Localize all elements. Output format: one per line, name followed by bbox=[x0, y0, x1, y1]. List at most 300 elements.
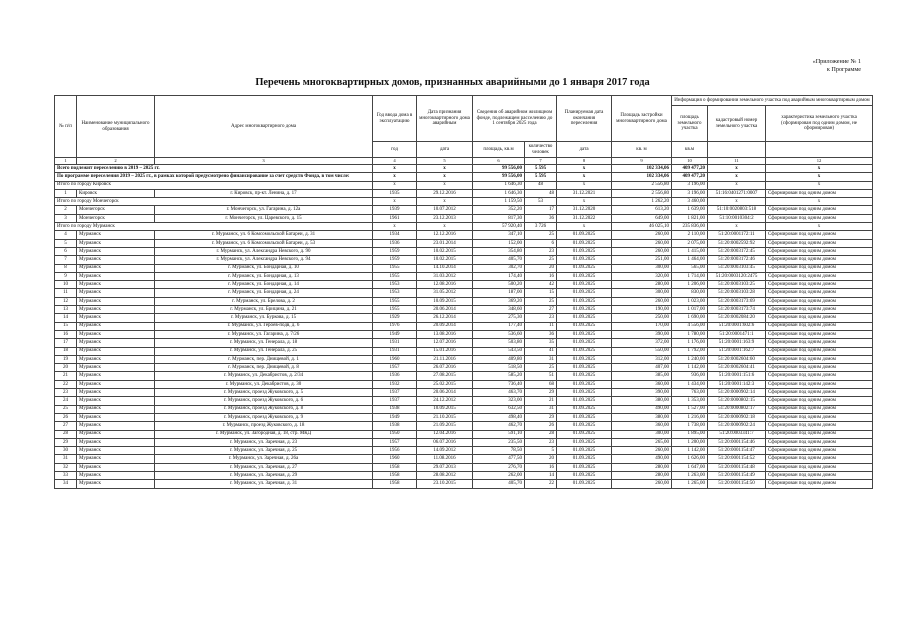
row-people: 31 bbox=[525, 355, 557, 363]
group-total-row-c8: x bbox=[557, 181, 612, 189]
row-date-recognized: 31.03.2012 bbox=[417, 272, 473, 280]
table-row bbox=[55, 189, 873, 197]
row-people: 29 bbox=[525, 413, 557, 421]
row-address: г. Мурманск, ул. Заречная, д. 25 bbox=[155, 447, 373, 455]
row-people: 22 bbox=[525, 480, 557, 488]
row-cadastral: 51:20:0001:151:6 bbox=[708, 372, 766, 380]
row-number: 26 bbox=[55, 413, 77, 421]
totals-row-c4: x bbox=[373, 165, 417, 173]
row-year-built: 1936 bbox=[373, 372, 417, 380]
row-building-area: 251,00 bbox=[612, 256, 672, 264]
row-planned-date: 01.09.2025 bbox=[557, 355, 612, 363]
row-land-char: Сформирован под одним домом bbox=[766, 471, 873, 479]
group-total-row bbox=[55, 223, 873, 231]
row-municipality: Мурманск bbox=[77, 347, 155, 355]
row-building-area: 265,00 bbox=[612, 438, 672, 446]
column-number: 8 bbox=[557, 158, 612, 165]
table-row bbox=[55, 380, 873, 388]
row-number: 7 bbox=[55, 256, 77, 264]
row-land-area: 1 200,00 bbox=[672, 438, 708, 446]
row-year-built: 1937 bbox=[373, 389, 417, 397]
row-number: 34 bbox=[55, 480, 77, 488]
row-building-area: 490,00 bbox=[612, 455, 672, 463]
row-people: 23 bbox=[525, 314, 557, 322]
row-people: 28 bbox=[525, 430, 557, 438]
row-year-built: 1955 bbox=[373, 306, 417, 314]
row-municipality: Мончегорск bbox=[77, 214, 155, 222]
row-building-area: 380,00 bbox=[612, 397, 672, 405]
group-total-row-c11: x bbox=[708, 181, 766, 189]
header-address: Адрес многоквартирного дома bbox=[155, 96, 373, 158]
group-total-row-c4: x bbox=[373, 181, 417, 189]
row-number: 12 bbox=[55, 297, 77, 305]
group-total-row-c5: x bbox=[417, 181, 473, 189]
row-municipality: Мурманск bbox=[77, 422, 155, 430]
row-number: 2 bbox=[55, 206, 77, 214]
row-building-area: 649,00 bbox=[612, 214, 672, 222]
row-date-recognized: 29.07.2013 bbox=[417, 463, 473, 471]
totals-row-c5: x bbox=[417, 165, 473, 173]
row-date-recognized: 21.10.2015 bbox=[417, 413, 473, 421]
table-row bbox=[55, 389, 873, 397]
unit-empty-1 bbox=[708, 142, 766, 158]
table-row bbox=[55, 297, 873, 305]
totals-row-c12: x bbox=[766, 173, 873, 181]
table-row bbox=[55, 289, 873, 297]
row-cadastral: 51:20:0003172:45 bbox=[708, 247, 766, 255]
totals-row-label: По программе переселения 2019 – 2025 гг., в рамках которой предусмотрено финансирование за счет средств Фонда, в том числе: bbox=[55, 173, 373, 181]
table-row bbox=[55, 247, 873, 255]
totals-row-c4: x bbox=[373, 173, 417, 181]
row-municipality: Мурманск bbox=[77, 306, 155, 314]
row-number: 30 bbox=[55, 447, 77, 455]
row-area: 152,00 bbox=[473, 239, 525, 247]
row-cadastral: 51:20:0001:142:3 bbox=[708, 380, 766, 388]
row-land-area: 1 792,00 bbox=[672, 347, 708, 355]
table-row bbox=[55, 422, 873, 430]
row-building-area: 260,00 bbox=[612, 297, 672, 305]
row-building-area: 280,00 bbox=[612, 471, 672, 479]
row-date-recognized: 11.08.2016 bbox=[417, 455, 473, 463]
row-year-built: 1958 bbox=[373, 471, 417, 479]
row-cadastral: 51:20:0000902:18 bbox=[708, 413, 766, 421]
column-number: 4 bbox=[373, 158, 417, 165]
row-number: 11 bbox=[55, 289, 77, 297]
group-total-row-c7: 53 bbox=[525, 198, 557, 206]
row-land-area: 1 216,00 bbox=[672, 413, 708, 421]
row-land-area: 2 075,00 bbox=[672, 239, 708, 247]
row-people: 26 bbox=[525, 422, 557, 430]
totals-row-c11: x bbox=[708, 165, 766, 173]
row-date-recognized: 31.05.2012 bbox=[417, 289, 473, 297]
row-address: г. Мурманск, ул. Гагарина, д. 7/26 bbox=[155, 330, 373, 338]
row-land-area: 1 142,00 bbox=[672, 364, 708, 372]
row-municipality: Мурманск bbox=[77, 264, 155, 272]
row-land-area: 1 626,00 bbox=[672, 455, 708, 463]
row-year-built: 1935 bbox=[373, 189, 417, 197]
row-year-built: 1960 bbox=[373, 355, 417, 363]
row-cadastral: 51:20:0002592:92 bbox=[708, 239, 766, 247]
table-row bbox=[55, 347, 873, 355]
row-land-char: Сформирован под одним домом bbox=[766, 455, 873, 463]
row-date-recognized: 14.10.2014 bbox=[417, 264, 473, 272]
row-planned-date: 31.12.2020 bbox=[557, 206, 612, 214]
row-number: 18 bbox=[55, 347, 77, 355]
row-area: 187,00 bbox=[473, 289, 525, 297]
row-address: г. Кировск, пр-кт. Ленина, д. 17 bbox=[155, 189, 373, 197]
row-planned-date: 01.09.2025 bbox=[557, 471, 612, 479]
unit-sqm-2: кв.м bbox=[672, 142, 708, 158]
row-people: 68 bbox=[525, 380, 557, 388]
row-area: 405,70 bbox=[473, 256, 525, 264]
row-people: 23 bbox=[525, 247, 557, 255]
row-planned-date: 01.09.2025 bbox=[557, 447, 612, 455]
header-year-built: Год ввода дома в эксплуатацию bbox=[373, 96, 417, 142]
unit-sqm: кв. м bbox=[612, 142, 672, 158]
group-total-row-c12: x bbox=[766, 223, 873, 231]
row-land-char: Сформирован под одним домом bbox=[766, 206, 873, 214]
totals-row-c8: x bbox=[557, 173, 612, 181]
column-numbers-row bbox=[55, 158, 873, 165]
row-building-area: 360,00 bbox=[612, 422, 672, 430]
row-date-recognized: 10.07.2012 bbox=[417, 206, 473, 214]
column-number: 5 bbox=[417, 158, 473, 165]
row-date-recognized: 10.09.2015 bbox=[417, 405, 473, 413]
group-total-row-c4: x bbox=[373, 223, 417, 231]
row-address: г. Мурманск, пер. Днищевой, д. 8 bbox=[155, 364, 373, 372]
header-planned-date: Планируемая дата окончания переселения bbox=[557, 96, 612, 142]
row-land-area: 1 647,00 bbox=[672, 463, 708, 471]
table-row bbox=[55, 413, 873, 421]
row-building-area: 490,00 bbox=[612, 405, 672, 413]
row-building-area: 300,00 bbox=[612, 430, 672, 438]
row-building-area: 260,00 bbox=[612, 239, 672, 247]
row-number: 24 bbox=[55, 397, 77, 405]
table-row bbox=[55, 264, 873, 272]
row-date-recognized: 28.08.2012 bbox=[417, 471, 473, 479]
row-planned-date: 01.09.2025 bbox=[557, 455, 612, 463]
row-year-built: 1959 bbox=[373, 247, 417, 255]
row-number: 10 bbox=[55, 281, 77, 289]
row-area: 369,20 bbox=[473, 297, 525, 305]
row-land-char: Сформирован под одним домом bbox=[766, 339, 873, 347]
row-area: 409,80 bbox=[473, 355, 525, 363]
row-building-area: 190,00 bbox=[612, 306, 672, 314]
table-row bbox=[55, 372, 873, 380]
row-year-built: 1934 bbox=[373, 231, 417, 239]
group-total-row bbox=[55, 198, 873, 206]
row-area: 235,50 bbox=[473, 438, 525, 446]
row-people: 15 bbox=[525, 289, 557, 297]
row-land-char: Сформирован под одним домом bbox=[766, 306, 873, 314]
table-row bbox=[55, 206, 873, 214]
row-cadastral: 51:10:0020803:518 bbox=[708, 206, 766, 214]
row-municipality: Мурманск bbox=[77, 231, 155, 239]
row-number: 15 bbox=[55, 322, 77, 330]
row-cadastral: 51:20:0003103:28 bbox=[708, 289, 766, 297]
row-number: 27 bbox=[55, 422, 77, 430]
table-row bbox=[55, 447, 873, 455]
group-total-row bbox=[55, 181, 873, 189]
row-planned-date: 01.09.2025 bbox=[557, 380, 612, 388]
row-date-recognized: 10.09.2015 bbox=[417, 297, 473, 305]
group-total-row-c6: 57 920,40 bbox=[473, 223, 525, 231]
row-date-recognized: 14.09.2012 bbox=[417, 447, 473, 455]
row-address: г. Мурманск, ул. Загородная, д. 18, стр. МКД bbox=[155, 430, 373, 438]
row-land-area: 1 017,00 bbox=[672, 306, 708, 314]
row-people: 48 bbox=[525, 189, 557, 197]
row-land-char: Сформирован под одним домом bbox=[766, 281, 873, 289]
totals-row-c5: x bbox=[417, 173, 473, 181]
row-year-built: 1957 bbox=[373, 438, 417, 446]
row-land-area: 1 240,00 bbox=[672, 355, 708, 363]
row-address: г. Мурманск, проезд Жуковского, д. 8 bbox=[155, 405, 373, 413]
table-row bbox=[55, 355, 873, 363]
row-land-char: Сформирован под одним домом bbox=[766, 347, 873, 355]
row-area: 78,50 bbox=[473, 447, 525, 455]
row-address: г. Мурманск, ул. Брицина, д. 21 bbox=[155, 306, 373, 314]
row-area: 276,70 bbox=[473, 463, 525, 471]
row-year-built: 1931 bbox=[373, 347, 417, 355]
row-building-area: 280,00 bbox=[612, 463, 672, 471]
row-people: 25 bbox=[525, 297, 557, 305]
row-cadastral: 51:20:0003120:2475 bbox=[708, 272, 766, 280]
row-municipality: Мурманск bbox=[77, 322, 155, 330]
row-number: 17 bbox=[55, 339, 77, 347]
row-planned-date: 01.09.2025 bbox=[557, 272, 612, 280]
row-area: 632,50 bbox=[473, 405, 525, 413]
group-total-row-c5: x bbox=[417, 198, 473, 206]
row-people: 6 bbox=[525, 239, 557, 247]
row-number: 22 bbox=[55, 380, 77, 388]
row-year-built: 1956 bbox=[373, 447, 417, 455]
row-land-area: 3 196,00 bbox=[672, 189, 708, 197]
row-municipality: Мурманск bbox=[77, 405, 155, 413]
row-address: г. Мурманск, проезд Жуковского, д. 5 bbox=[155, 389, 373, 397]
row-land-char: Сформирован под одним домом bbox=[766, 372, 873, 380]
table-row bbox=[55, 239, 873, 247]
group-total-row-c9: 2 556,80 bbox=[612, 181, 672, 189]
row-date-recognized: 12.12.2016 bbox=[417, 231, 473, 239]
unit-area: площадь, кв.м bbox=[473, 142, 525, 158]
row-planned-date: 01.09.2025 bbox=[557, 422, 612, 430]
row-building-area: 260,00 bbox=[612, 231, 672, 239]
row-land-char: Сформирован под одним домом bbox=[766, 322, 873, 330]
row-land-char: Сформирован под одним домом bbox=[766, 355, 873, 363]
row-planned-date: 01.09.2025 bbox=[557, 438, 612, 446]
row-building-area: 312,00 bbox=[612, 355, 672, 363]
row-year-built: 1960 bbox=[373, 455, 417, 463]
row-area: 536,60 bbox=[473, 330, 525, 338]
row-municipality: Мурманск bbox=[77, 463, 155, 471]
column-number: 9 bbox=[612, 158, 672, 165]
row-area: 262,00 bbox=[473, 471, 525, 479]
row-year-built: 1931 bbox=[373, 339, 417, 347]
group-total-row-c6: 1 646,30 bbox=[473, 181, 525, 189]
row-area: 518,50 bbox=[473, 364, 525, 372]
row-address: г. Мурманск, ул. Заречная, д. 26а bbox=[155, 455, 373, 463]
column-number: 7 bbox=[525, 158, 557, 165]
row-year-built: 1959 bbox=[373, 256, 417, 264]
row-planned-date: 01.09.2025 bbox=[557, 256, 612, 264]
row-date-recognized: 15.01.2016 bbox=[417, 347, 473, 355]
row-area: 462,70 bbox=[473, 422, 525, 430]
row-date-recognized: 12.08.2016 bbox=[417, 281, 473, 289]
row-land-area: 1 714,00 bbox=[672, 272, 708, 280]
totals-row-c12: x bbox=[766, 165, 873, 173]
row-building-area: 372,00 bbox=[612, 339, 672, 347]
group-total-row-c10: 3 196,00 bbox=[672, 181, 708, 189]
row-planned-date: 01.09.2025 bbox=[557, 247, 612, 255]
row-building-area: 390,00 bbox=[612, 389, 672, 397]
row-year-built: 1958 bbox=[373, 463, 417, 471]
header-municipality: Наименование муниципального образования bbox=[77, 96, 155, 158]
totals-row-c9: 102 334,06 bbox=[612, 173, 672, 181]
row-planned-date: 01.09.2025 bbox=[557, 231, 612, 239]
row-address: г. Мурманск, ул. Бондарная, д. 10 bbox=[155, 264, 373, 272]
header-cadastral: кадастровый номер земельного участка bbox=[708, 106, 766, 142]
row-land-char: Сформирован под одним домом bbox=[766, 272, 873, 280]
row-date-recognized: 20.09.2014 bbox=[417, 322, 473, 330]
row-planned-date: 31.12.2021 bbox=[557, 189, 612, 197]
header-building-area: Площадь застройки многоквартирного дома bbox=[612, 96, 672, 142]
row-date-recognized: 29.12.2016 bbox=[417, 189, 473, 197]
appendix-note bbox=[813, 58, 861, 74]
header-land-area: площадь земельного участка bbox=[672, 106, 708, 142]
row-address: г. Мурманск, ул. Бондарная, д. 14 bbox=[155, 281, 373, 289]
row-people: 16 bbox=[525, 272, 557, 280]
row-date-recognized: 20.06.2014 bbox=[417, 306, 473, 314]
row-number: 31 bbox=[55, 455, 77, 463]
row-number: 13 bbox=[55, 306, 77, 314]
row-municipality: Мурманск bbox=[77, 372, 155, 380]
row-land-char: Сформирован под одним домом bbox=[766, 189, 873, 197]
row-land-char: Сформирован под одним домом bbox=[766, 231, 873, 239]
unit-year: год bbox=[373, 142, 417, 158]
row-building-area: 360,00 bbox=[612, 380, 672, 388]
row-land-char: Сформирован под одним домом bbox=[766, 397, 873, 405]
table-row bbox=[55, 364, 873, 372]
header-num: № п/п bbox=[55, 96, 77, 158]
row-planned-date: 01.09.2025 bbox=[557, 372, 612, 380]
row-area: 591,10 bbox=[473, 430, 525, 438]
table-row bbox=[55, 455, 873, 463]
row-address: г. Мурманск, ул. Заречная, д. 23 bbox=[155, 438, 373, 446]
row-cadastral: 51:20:0003341:7 bbox=[708, 430, 766, 438]
row-people: 36 bbox=[525, 330, 557, 338]
row-cadastral: 51:20:0003173:74 bbox=[708, 306, 766, 314]
row-date-recognized: 23.10.2015 bbox=[417, 480, 473, 488]
table-row bbox=[55, 463, 873, 471]
row-year-built: 1953 bbox=[373, 281, 417, 289]
row-number: 21 bbox=[55, 372, 77, 380]
group-total-row-c12: x bbox=[766, 181, 873, 189]
row-cadastral: 51:20:0001:162:7 bbox=[708, 347, 766, 355]
row-number: 4 bbox=[55, 231, 77, 239]
row-people: 11 bbox=[525, 322, 557, 330]
row-address: г. Мурманск, проезд Жуковского, д. 6 bbox=[155, 397, 373, 405]
totals-row-c6: 99 556,00 bbox=[473, 173, 525, 181]
row-municipality: Мурманск bbox=[77, 281, 155, 289]
row-address: г. Мурманск, ул. Александра Невского, д. 90 bbox=[155, 247, 373, 255]
row-cadastral: 51:20:0001:163:9 bbox=[708, 339, 766, 347]
row-land-area: 1 263,00 bbox=[672, 471, 708, 479]
row-cadastral: 51:20:0003173:69 bbox=[708, 297, 766, 305]
row-date-recognized: 10.02.2015 bbox=[417, 256, 473, 264]
row-building-area: 380,00 bbox=[612, 413, 672, 421]
row-year-built: 1938 bbox=[373, 405, 417, 413]
row-address: г. Мурманск, ул. Бондарная, д. 13 bbox=[155, 272, 373, 280]
row-land-area: 1 206,00 bbox=[672, 281, 708, 289]
row-people: 17 bbox=[525, 206, 557, 214]
column-number: 1 bbox=[55, 158, 77, 165]
row-area: 817,30 bbox=[473, 214, 525, 222]
row-date-recognized: 26.12.2014 bbox=[417, 314, 473, 322]
row-land-area: 830,00 bbox=[672, 289, 708, 297]
row-land-area: 1 780,00 bbox=[672, 330, 708, 338]
column-number: 3 bbox=[155, 158, 373, 165]
row-cadastral: 51:20:0002084:20 bbox=[708, 314, 766, 322]
group-total-row-label: Итого по городу Мончегорск bbox=[55, 198, 373, 206]
row-land-char: Сформирован под одним домом bbox=[766, 413, 873, 421]
table-row bbox=[55, 272, 873, 280]
row-address: г. Мурманск, ул. Декабристов, д. 30 bbox=[155, 380, 373, 388]
group-total-row-c11: x bbox=[708, 223, 766, 231]
row-area: 503,80 bbox=[473, 339, 525, 347]
row-municipality: Мурманск bbox=[77, 314, 155, 322]
group-total-row-label: Итого по городу Мурманск bbox=[55, 223, 373, 231]
row-number: 9 bbox=[55, 272, 77, 280]
row-date-recognized: 12.04.2016 bbox=[417, 430, 473, 438]
totals-row-c7: 5 595 bbox=[525, 173, 557, 181]
row-number: 32 bbox=[55, 463, 77, 471]
totals-row-label: Всего подлежит переселению в 2019 – 2025 гг. bbox=[55, 165, 373, 173]
row-municipality: Мурманск bbox=[77, 447, 155, 455]
row-number: 6 bbox=[55, 247, 77, 255]
row-planned-date: 01.09.2025 bbox=[557, 339, 612, 347]
row-cadastral: 51:20:0001154:46 bbox=[708, 438, 766, 446]
row-cadastral: 51:20:0000802:17 bbox=[708, 405, 766, 413]
row-address: г. Мурманск, пер. Днищевой, д. 1 bbox=[155, 355, 373, 363]
group-total-row-c10: 235 836,00 bbox=[672, 223, 708, 231]
row-address: г. Мурманск, ул. Героев-подв, д. 6 bbox=[155, 322, 373, 330]
row-municipality: Мурманск bbox=[77, 471, 155, 479]
row-land-char: Сформирован под одним домом bbox=[766, 430, 873, 438]
row-year-built: 1932 bbox=[373, 380, 417, 388]
row-year-built: 1937 bbox=[373, 397, 417, 405]
row-date-recognized: 25.02.2015 bbox=[417, 380, 473, 388]
row-cadastral: 51:20:0001:602:6 bbox=[708, 322, 766, 330]
totals-row-c8: x bbox=[557, 165, 612, 173]
row-land-area: 1 434,00 bbox=[672, 380, 708, 388]
row-year-built: 1939 bbox=[373, 206, 417, 214]
row-address: г. Мурманск, ул. Заречная, д. 29 bbox=[155, 471, 373, 479]
row-date-recognized: 20.06.2014 bbox=[417, 389, 473, 397]
row-address: г. Мурманск, ул. Брелова, д. 2 bbox=[155, 297, 373, 305]
row-land-char: Сформирован под одним домом bbox=[766, 389, 873, 397]
row-cadastral: 51:20:0001471:1 bbox=[708, 330, 766, 338]
row-land-char: Сформирован под одним домом bbox=[766, 330, 873, 338]
row-municipality: Мурманск bbox=[77, 339, 155, 347]
row-municipality: Мурманск bbox=[77, 330, 155, 338]
row-area: 543,50 bbox=[473, 347, 525, 355]
row-land-area: 1 895,00 bbox=[672, 430, 708, 438]
table-header bbox=[55, 96, 873, 165]
row-land-char: Сформирован под одним домом bbox=[766, 438, 873, 446]
group-total-row-c7: 48 bbox=[525, 181, 557, 189]
row-building-area: 170,00 bbox=[612, 322, 672, 330]
row-number: 25 bbox=[55, 405, 77, 413]
